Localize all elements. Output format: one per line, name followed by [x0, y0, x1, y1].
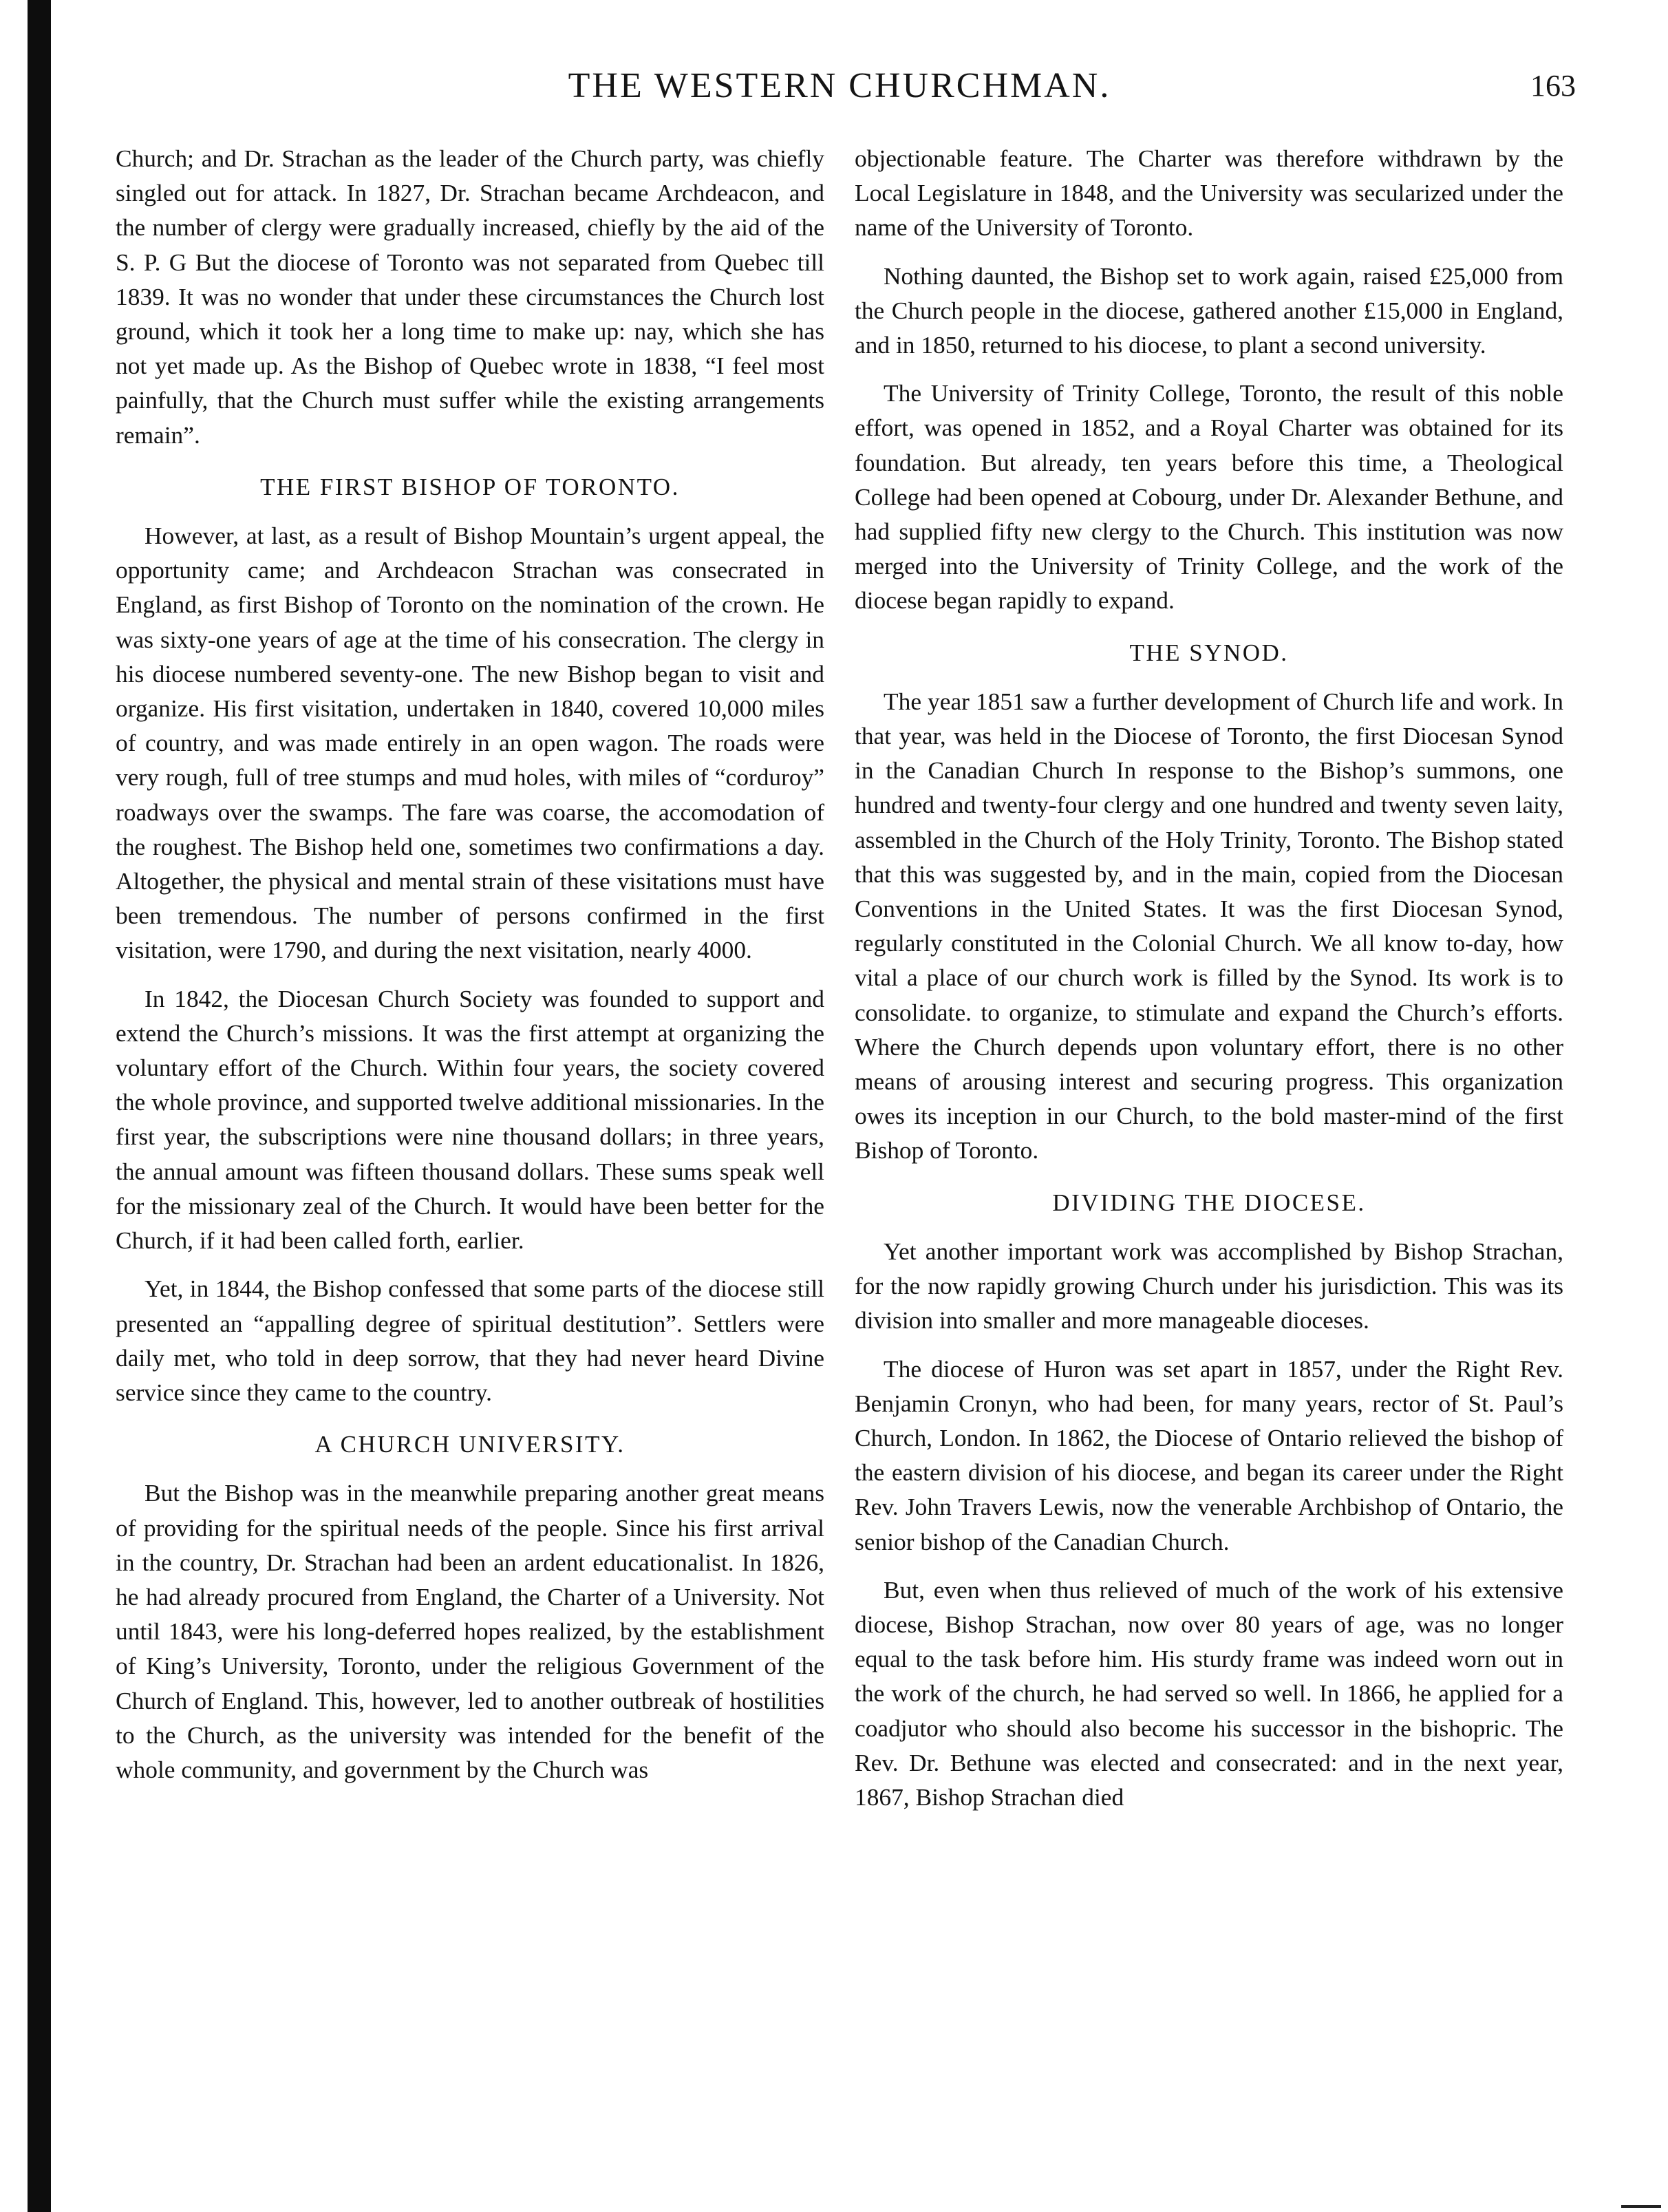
paragraph: In 1842, the Diocesan Church Society was founded to support and extend the Church’s missions. It was the first attempt at organizing the voluntary effort of the Church. Within four years, the society covered the whole province, and supported twelve additional missionaries. In the first year, the subscriptions were nine thousand dollars; in three years, the annual amount was fifteen thousand dollars. These sums speak well for the missionary zeal of the Church. It would have been better for the Church, if it had been called forth, earlier.: [116, 984, 824, 1255]
paragraph: The diocese of Huron was set apart in 1857, under the Right Rev. Benjamin Cronyn, who had been, for many years, rector of St. Paul’s Church, London. In 1862, the Diocese of Ontario relieved the bishop of the eastern division of his diocese, and began its career under the Right Rev. John Travers Lewis, now the venerable Archbishop of Ontario, the senior bishop of the Canadian Church.: [855, 1354, 1563, 1555]
section-heading-first-bishop: THE FIRST BISHOP OF TORONTO.: [260, 473, 680, 500]
running-head: [103, 65, 1576, 120]
section-heading-church-university: A CHURCH UNIVERSITY.: [314, 1431, 626, 1458]
paragraph: Nothing daunted, the Bishop set to work again, raised £25,000 from the Church people in the diocese, gathered another £15,000 in England, and in 1850, returned to his diocese, to plant a second university.: [855, 262, 1563, 359]
paragraph: Yet, in 1844, the Bishop confessed that some parts of the diocese still presented an “appalling degree of spiritual destitution”. Settlers were daily met, who told in deep sorrow, that they had never heard Divine service since they came to the country.: [116, 1275, 824, 1406]
section-heading-synod: THE SYNOD.: [1129, 639, 1289, 666]
paragraph: Church; and Dr. Strachan as the leader of the Church party, was chiefly singled out for attack. In 1827, Dr. Strachan became Archdeacon, and the number of clergy were gradually increased, chiefly by the aid of the S. P. G But the diocese of Toronto was not separated from Quebec till 1839. It was no wonder that under these circumstances the Church lost ground, which it took her a long time to make up: nay, which she has not yet made up. As the Bishop of Quebec wrote in 1838, “I feel most painfully, that the Church must suffer while the existing arrangements remain”.: [116, 145, 824, 449]
paragraph: The year 1851 saw a further development of Church life and work. In that year, was held in the Diocese of Toronto, the first Diocesan Synod in the Canadian Church In response to the Bishop’s summons, one hundred and twenty-four clergy and one hundred and twenty seven laity, assembled in the Church of the Holy Trinity, Toronto. The Bishop stated that this was suggested by, and in the main, copied from the Diocesan Conventions in the United States. It was the first Diocesan Synod, regularly constituted in the Colonial Church. We all know to-day, how vital a place of our church work is filled by the Synod. Its work is to consolidate. to organize, to stimulate and expand the Church’s efforts. Where the Church depends upon voluntary effort, there is no other means of arousing interest and securing progress. This organization owes its inception in our Church, to the bold master-mind of the first Bishop of Toronto.: [855, 687, 1563, 1165]
paragraph: The University of Trinity College, Toronto, the result of this noble effort, was opened in 1852, and a Royal Charter was obtained for its foundation. But already, ten years before this time, a Theological College had been opened at Cobourg, under Dr. Alexander Bethune, and had supplied fifty new clergy to the Church. This institution was now merged into the University of Trinity College, and the work of the diocese began rapidly to expand.: [855, 379, 1563, 615]
paragraph: But, even when thus relieved of much of the work of his extensive diocese, Bishop Strachan, now over 80 years of age, was no longer equal to the task before him. His sturdy frame was indeed worn out in the work of the church, he had served so well. In 1866, he applied for a coadjutor who should also become his successor in the bishopric. The Rev. Dr. Bethune was elected and consecrated: and in the next year, 1867, Bishop Strachan died: [855, 1575, 1563, 1811]
right-column: [855, 141, 1563, 1828]
left-column: [116, 141, 824, 1800]
page-number: 163: [1530, 69, 1576, 103]
journal-title: THE WESTERN CHURCHMAN.: [568, 66, 1111, 105]
paragraph: However, at last, as a result of Bishop Mountain’s urgent appeal, the opportunity came; and Archdeacon Strachan was consecrated in England, as first Bishop of Toronto on the nomination of the crown. He was sixty-one years of age at the time of his consecration. The clergy in his diocese numbered seventy-one. The new Bishop began to visit and organize. His first visitation, undertaken in 1840, covered 10,000 miles of country, and was made entirely in an open wagon. The roads were very rough, full of tree stumps and mud holes, with miles of “corduroy” roadways over the swamps. The fare was coarse, the accomodation of the roughest. The Bishop held one, sometimes two confirmations a day. Altogether, the physical and mental strain of these visitations must have been tremendous. The number of persons confirmed in the first visitation, were 1790, and during the next visitation, nearly 4000.: [116, 522, 824, 964]
paragraph: objectionable feature. The Charter was therefore withdrawn by the Local Legislature in 1848, and the University was secularized under the name of the University of Toronto.: [855, 145, 1563, 242]
paragraph: Yet another important work was accomplished by Bishop Strachan, for the now rapidly growing Church under his jurisdiction. This was its division into smaller and more manageable dioceses.: [855, 1237, 1563, 1334]
scan-corner-mark: [1621, 2205, 1661, 2208]
section-heading-dividing-diocese: DIVIDING THE DIOCESE.: [1052, 1189, 1366, 1216]
paragraph: But the Bishop was in the meanwhile preparing another great means of providing for the spiritual needs of the people. Since his first arrival in the country, Dr. Strachan had been an ardent educationalist. In 1826, he had already procured from England, the Charter of a University. Not until 1843, were his long-deferred hopes realized, by the establishment of King’s University, Toronto, under the religious Government of the Church of England. This, however, led to another outbreak of hostilities to the Church, as the university was intended for the benefit of the whole community, and government by the Church was: [116, 1479, 824, 1783]
scan-binding-edge: [28, 0, 51, 2212]
